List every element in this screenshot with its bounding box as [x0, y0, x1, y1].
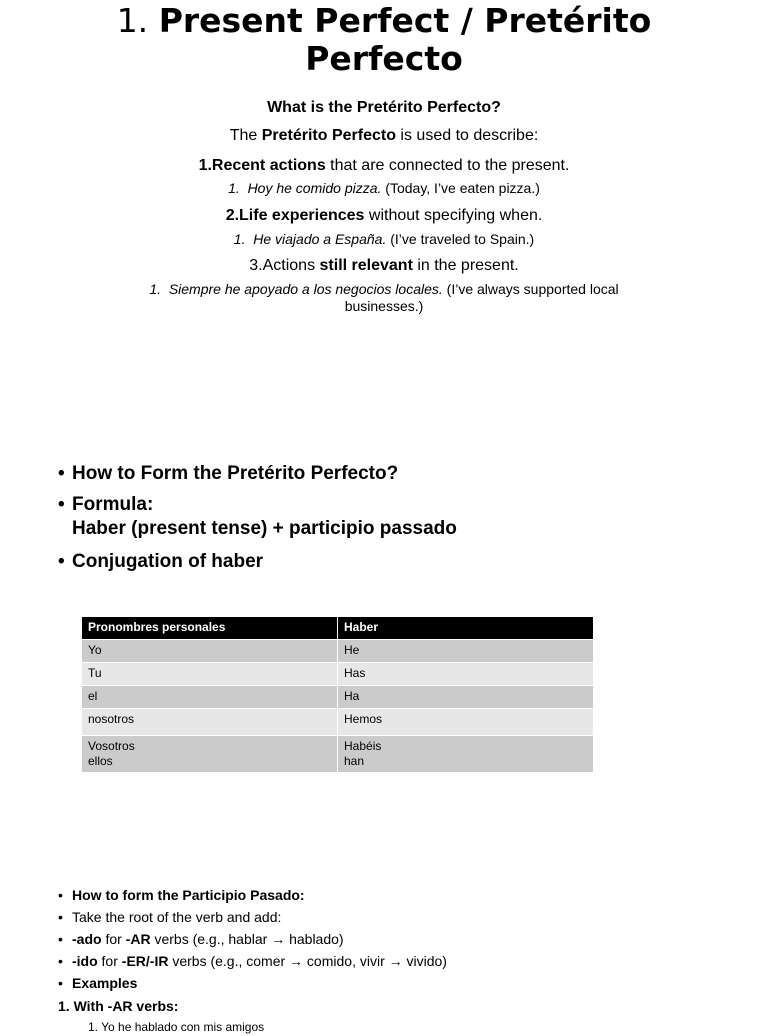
table-row	[82, 686, 594, 709]
table-row	[82, 640, 594, 663]
intro-line: The Pretérito Perfecto is used to describe:	[229, 127, 539, 144]
table-cell: el	[82, 686, 338, 709]
use-1-example: 1. Hoy he comido pizza. (Today, I’ve eaten pizza.)	[228, 180, 540, 196]
table-cell: Habéis han	[338, 736, 594, 773]
table-row	[82, 663, 594, 686]
table-cell: nosotros	[82, 709, 338, 736]
table-cell: He	[338, 640, 594, 663]
table-cell: Ha	[338, 686, 594, 709]
table-header-row	[82, 617, 594, 640]
title-number: 1.	[116, 1, 149, 40]
table-row	[82, 736, 594, 773]
ar-verbs-heading: 1. With -AR verbs:	[58, 998, 179, 1014]
ar-example-cut: 1. Yo he hablado con mis amigos	[88, 1020, 265, 1034]
table-header: Haber	[338, 617, 594, 640]
table-cell: Has	[338, 663, 594, 686]
use-3-example-cont: businesses.)	[344, 298, 424, 314]
use-1: 1.Recent actions that are connected to the present.	[198, 157, 570, 174]
table-cell: Tu	[82, 663, 338, 686]
conjugation-table	[82, 617, 594, 773]
use-3: 3.Actions still relevant in the present.	[249, 257, 519, 274]
intro-question: What is the Pretérito Perfecto?	[267, 99, 501, 116]
title-text-line1: Present Perfect / Pretérito	[158, 1, 652, 40]
title-text-line2: Perfecto	[305, 39, 463, 78]
table-cell: Yo	[82, 640, 338, 663]
use-2: 2.Life experiences without specifying when.	[225, 207, 543, 224]
use-2-example: 1. He viajado a España. (I’ve traveled to Spain.)	[233, 231, 535, 247]
use-3-example: 1. Siempre he apoyado a los negocios locales. (I’ve always supported local	[149, 281, 619, 297]
table-header: Pronombres personales	[82, 617, 338, 640]
page-title	[0, 2, 768, 78]
table-row	[82, 709, 594, 736]
table-cell: Vosotros ellos	[82, 736, 338, 773]
table-cell: Hemos	[338, 709, 594, 736]
